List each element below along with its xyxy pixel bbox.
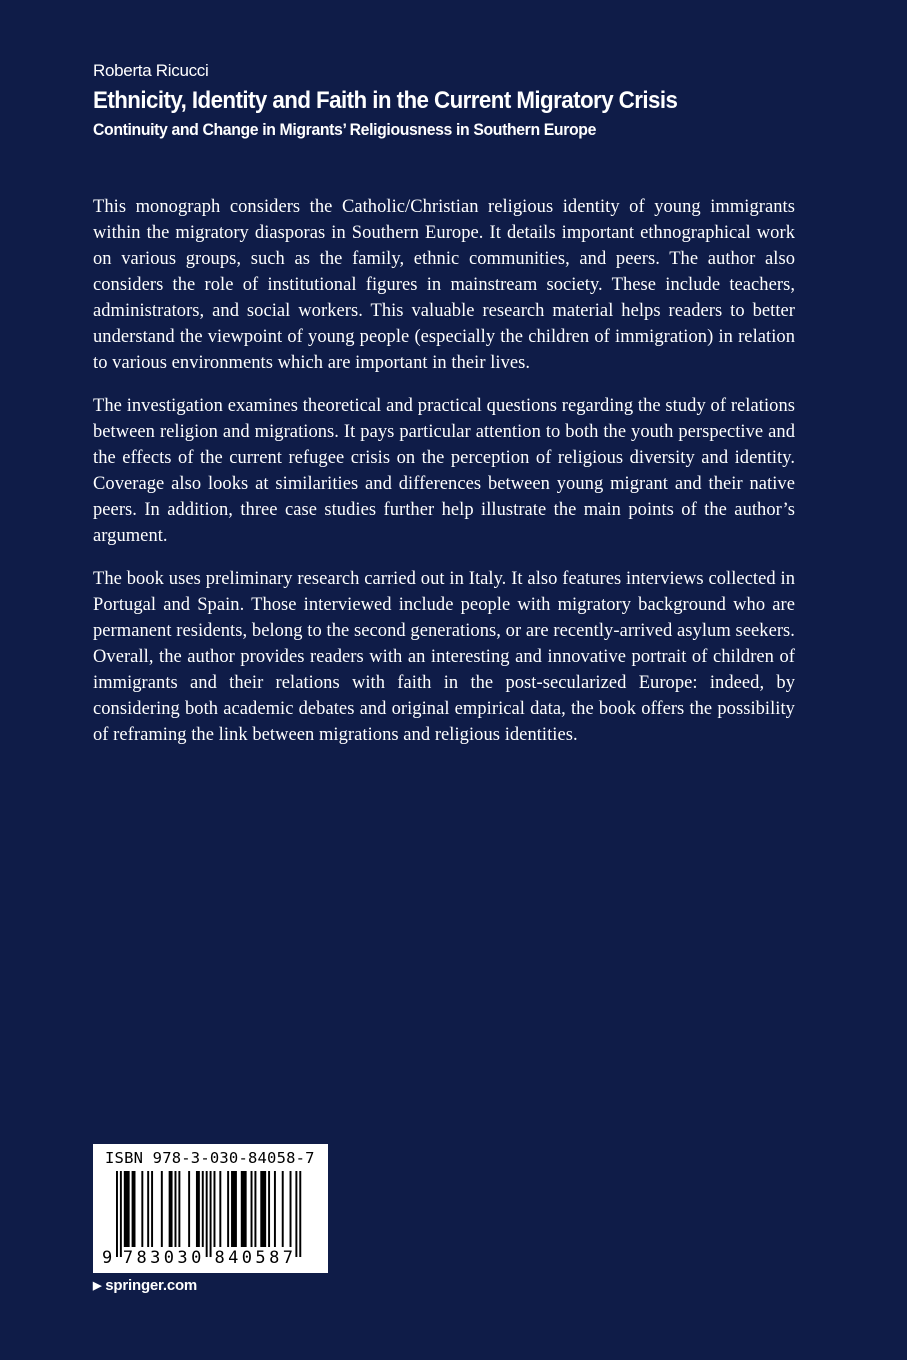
barcode-digit: 3 (177, 1248, 188, 1268)
barcode-bar (290, 1171, 292, 1247)
blurb-paragraph-2: The investigation examines theoretical and practical questions regarding the study of relations between religion and migrations. It pays particular attention to both the youth perspective and the effects of the current refugee crisis on the perception of religious diversity and identity. Coverage also looks at similarities and differences between young migrant and their native peers. In addition, three case studies further help illustrate the main points of the author’s argument. (93, 396, 795, 546)
barcode-bar (188, 1171, 190, 1247)
isbn-barcode (93, 1144, 328, 1273)
barcode-bar (214, 1171, 216, 1247)
barcode-guard-bar (120, 1171, 122, 1257)
cover-header (93, 60, 813, 141)
barcode-digit: 7 (122, 1248, 134, 1268)
barcode-bar (196, 1171, 200, 1247)
barcode-digit: 0 (241, 1248, 253, 1268)
barcode-bar (274, 1171, 276, 1247)
barcode-bar (268, 1171, 270, 1247)
barcode-digit: 0 (163, 1248, 175, 1268)
blurb-paragraph-3: The book uses preliminary research carried out in Italy. It also features interviews collected in Portugal and Spain. Those interviewed include people with migratory background who are permanent residents, belong to the second generations, or are recently-arrived asylum seekers. Overall, the author provides readers with an interesting and innovative portrait of children of immigrants and their relations with faith in the post-secularized Europe: indeed, by considering both academic debates and original empirical data, the book offers the possibility of reframing the link between migrations and religious identities. (93, 569, 795, 745)
blurb-paragraph-1: This monograph considers the Catholic/Christian religious identity of young immigrants within the migratory diasporas in Southern Europe. It details important ethnographical work on various groups, such as the family, ethnic communities, and peers. The author also considers the role of institutional figures in mainstream society. These include teachers, administrators, and social workers. This valuable research material helps readers to better understand the viewpoint of young people (especially the children of immigration) in relation to various environments which are important in their lives. (93, 197, 795, 373)
barcode-digit: 7 (282, 1248, 294, 1268)
barcode-bar (147, 1171, 149, 1247)
barcode-guard-bar (116, 1171, 118, 1257)
barcode-bar (219, 1171, 221, 1247)
barcode-bar (241, 1171, 247, 1247)
publisher-link-label: springer.com (105, 1277, 198, 1294)
barcode-guard-bar (210, 1171, 212, 1257)
barcode-guard-bar (299, 1171, 301, 1257)
arrow-right-icon: ▶ (93, 1280, 102, 1292)
barcode-digit: 9 (102, 1248, 113, 1268)
isbn-label: ISBN 978-3-030-84058-7 (105, 1149, 315, 1167)
barcode-bar (161, 1171, 163, 1247)
barcode-bar (282, 1171, 284, 1247)
barcode-bar (169, 1171, 173, 1247)
blurb (93, 194, 795, 765)
barcode-bar (141, 1171, 143, 1247)
barcode-guard-bar (295, 1171, 297, 1257)
barcode-bar (260, 1171, 266, 1247)
barcode-bar (231, 1171, 237, 1247)
barcode-bar (251, 1171, 253, 1247)
barcode-digit: 5 (255, 1248, 266, 1268)
barcode-digit: 3 (150, 1248, 161, 1268)
author-name: Roberta Ricucci (93, 61, 209, 80)
book-title: Ethnicity, Identity and Faith in the Current Migratory Crisis (93, 87, 678, 114)
book-subtitle: Continuity and Change in Migrants’ Religiousness in Southern Europe (93, 120, 596, 139)
barcode-bar (227, 1171, 229, 1247)
barcode-guard-bar (206, 1171, 208, 1257)
barcode-digits (93, 1247, 328, 1269)
barcode-bar (175, 1171, 177, 1247)
barcode-digit: 8 (136, 1248, 147, 1268)
barcode-bar (132, 1171, 136, 1247)
barcode-bar (151, 1171, 153, 1247)
publisher-link[interactable] (93, 1277, 197, 1294)
barcode-digit: 8 (269, 1248, 280, 1268)
barcode-digit: 8 (214, 1248, 225, 1268)
barcode-digit: 4 (228, 1248, 239, 1268)
barcode-bar (254, 1171, 256, 1247)
barcode-bar (202, 1171, 204, 1247)
barcode-bar (124, 1171, 130, 1247)
barcode-bar (178, 1171, 180, 1247)
barcode-digit: 0 (191, 1248, 202, 1268)
